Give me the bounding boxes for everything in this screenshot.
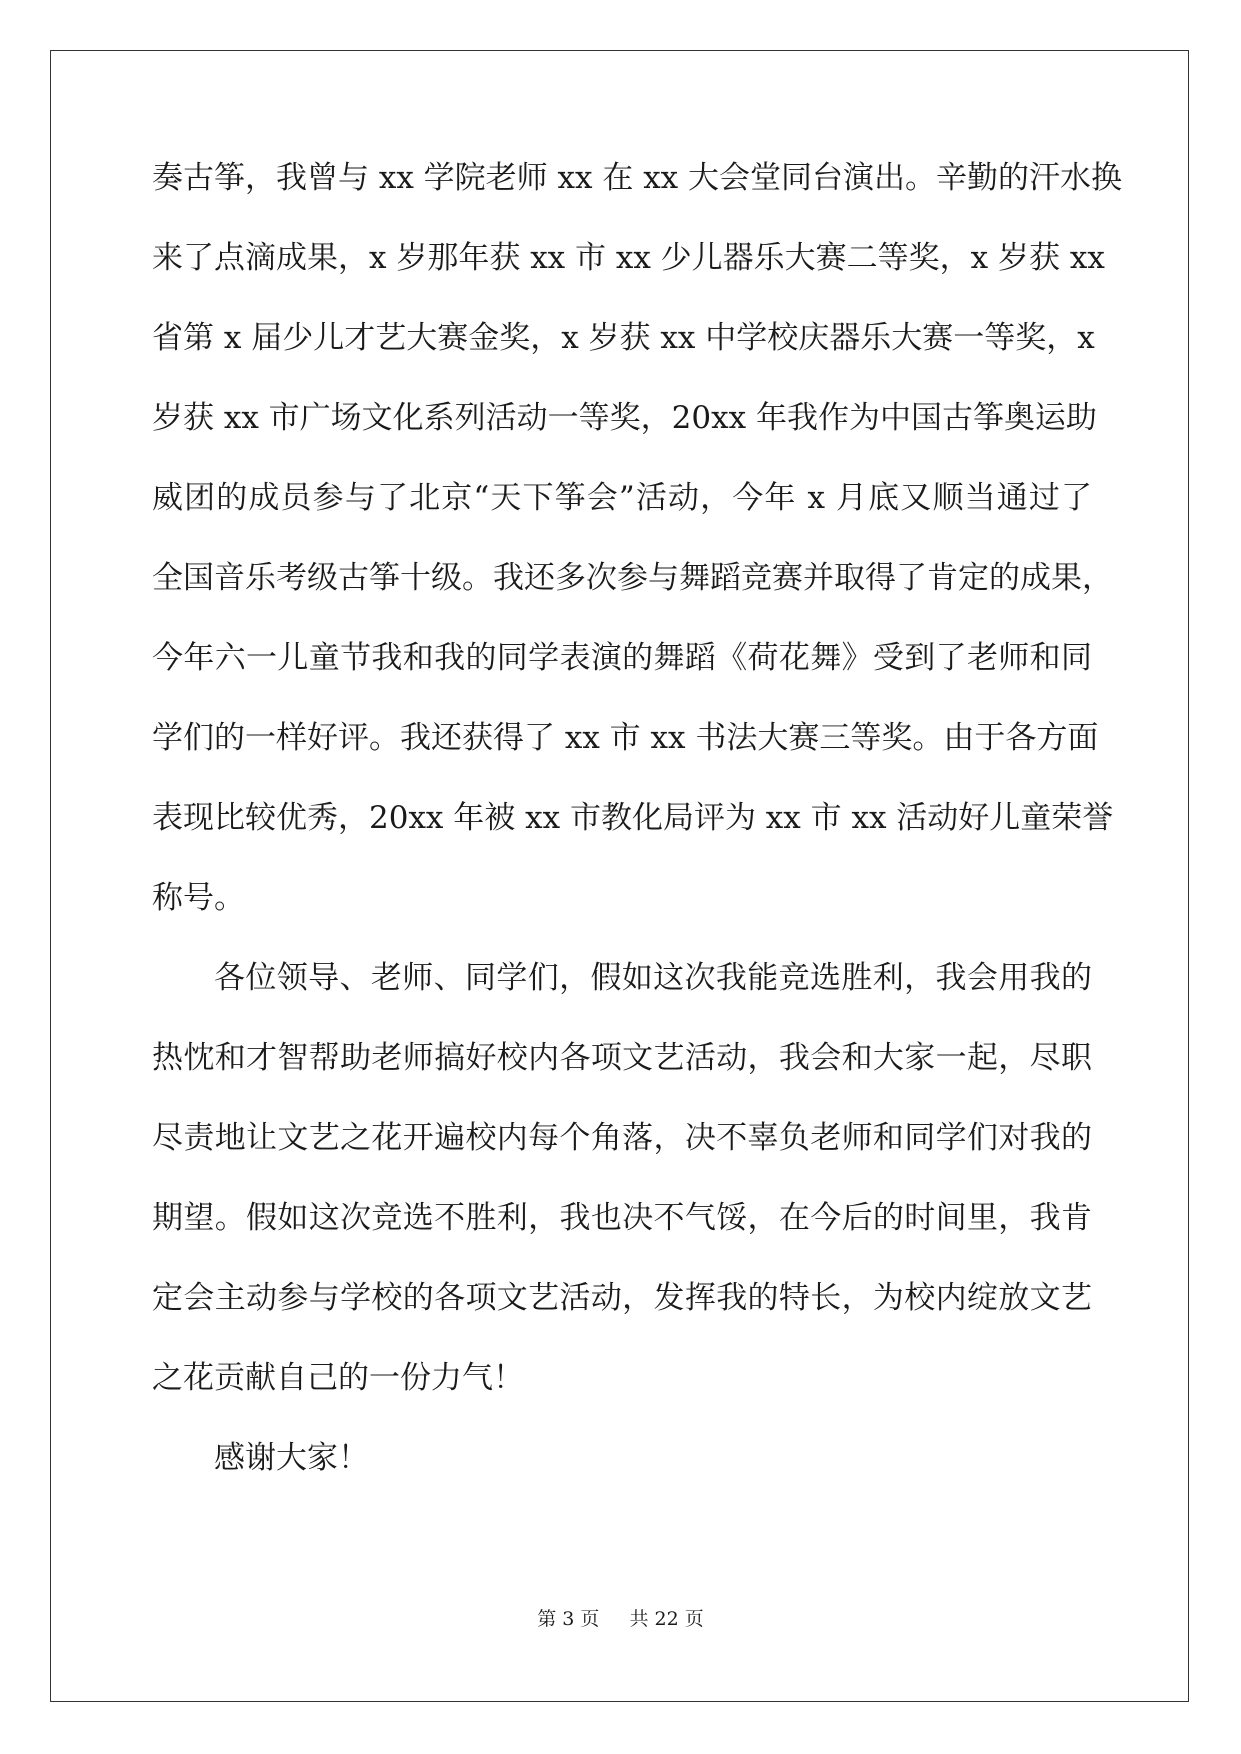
body-line: 期望。假如这次竞选不胜利，我也决不气馁，在今后的时间里，我肯 — [152, 1200, 1092, 1236]
paragraph-end-line: 称号。 — [152, 880, 245, 916]
body-line: 省第 x 届少儿才艺大赛金奖，x 岁获 xx 中学校庆器乐大赛一等奖，x — [152, 320, 1095, 356]
closing-line: 感谢大家！ — [214, 1440, 369, 1476]
total-pages: 共 22 页 — [629, 1608, 704, 1630]
body-line: 岁获 xx 市广场文化系列活动一等奖，20xx 年我作为中国古筝奥运助 — [152, 400, 1097, 436]
body-line: 热忱和才智帮助老师搞好校内各项文艺活动，我会和大家一起，尽职 — [152, 1040, 1092, 1076]
body-line: 全国音乐考级古筝十级。我还多次参与舞蹈竞赛并取得了肯定的成果， — [152, 560, 1113, 596]
body-line: 表现比较优秀，20xx 年被 xx 市教化局评为 xx 市 xx 活动好儿童荣誉 — [152, 800, 1114, 836]
body-line: 定会主动参与学校的各项文艺活动，发挥我的特长，为校内绽放文艺 — [152, 1280, 1092, 1316]
page-footer — [0, 1607, 1241, 1631]
body-line: 尽责地让文艺之花开遍校内每个角落，决不辜负老师和同学们对我的 — [152, 1120, 1092, 1156]
page-number: 第 3 页 — [537, 1608, 600, 1630]
body-line: 学们的一样好评。我还获得了 xx 市 xx 书法大赛三等奖。由于各方面 — [152, 720, 1099, 756]
document-body — [152, 160, 1123, 1520]
body-line: 奏古筝，我曾与 xx 学院老师 xx 在 xx 大会堂同台演出。辛勤的汗水换 — [152, 160, 1123, 196]
body-line: 今年六一儿童节我和我的同学表演的舞蹈《荷花舞》受到了老师和同 — [152, 640, 1092, 676]
paragraph-end-line: 之花贡献自己的一份力气！ — [152, 1360, 524, 1396]
paragraph-start-line: 各位领导、老师、同学们，假如这次我能竞选胜利，我会用我的 — [214, 960, 1092, 996]
body-line: 来了点滴成果，x 岁那年获 xx 市 xx 少儿器乐大赛二等奖，x 岁获 xx — [152, 240, 1105, 276]
body-line: 威团的成员参与了北京“天下筝会”活动，今年 x 月底又顺当通过了 — [152, 480, 1092, 516]
